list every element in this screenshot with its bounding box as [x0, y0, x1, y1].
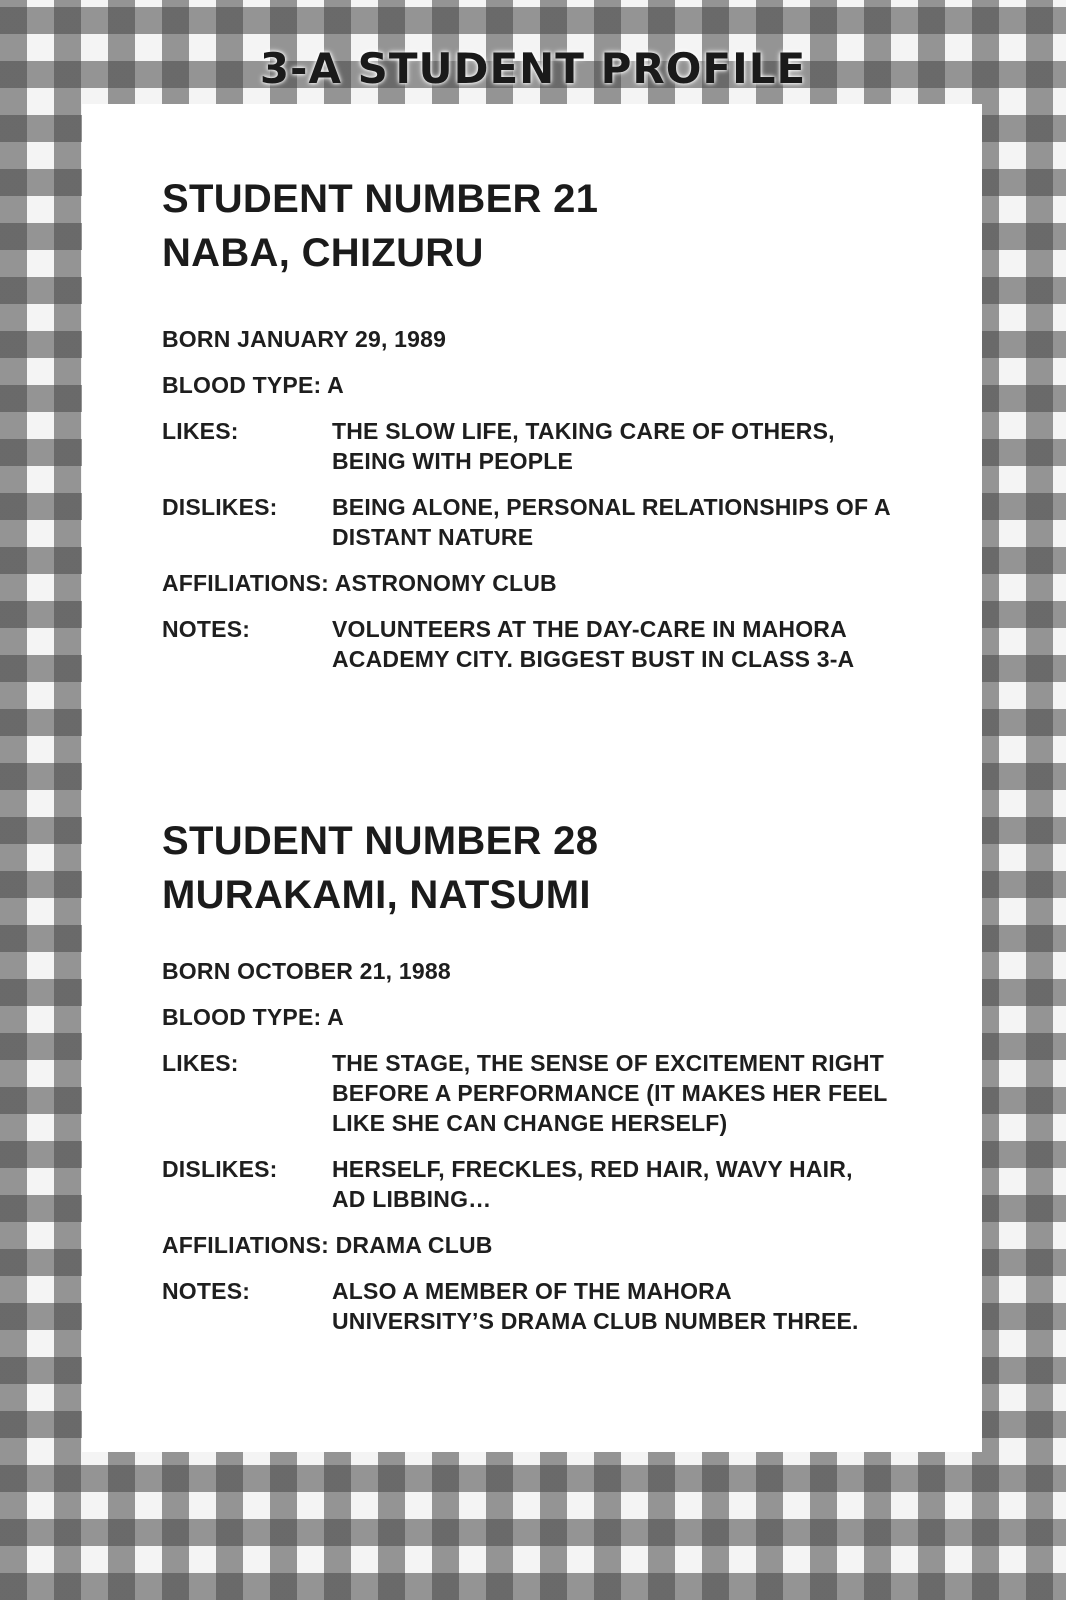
dislikes-value: HERSELF, FRECKLES, RED HAIR, WAVY HAIR, AD LIBBING… [332, 1156, 853, 1212]
profile-facts [162, 956, 892, 1336]
born-text: BORN JANUARY 29, 1989 [162, 326, 447, 352]
dislikes-row [162, 492, 892, 552]
likes-value: THE STAGE, THE SENSE OF EXCITEMENT RIGHT BEFORE A PERFORMANCE (IT MAKES HER FEEL LIKE SHE CAN CHANGE HERSELF) [332, 1050, 888, 1136]
blood-type-text: BLOOD TYPE: A [162, 372, 344, 398]
likes-label: LIKES: [162, 1050, 239, 1076]
born-row [162, 324, 892, 354]
notes-label: NOTES: [162, 616, 251, 642]
student-name: NABA, CHIZURU [162, 231, 484, 275]
affiliations-text: AFFILIATIONS: DRAMA CLUB [162, 1232, 493, 1258]
affiliations-row [162, 568, 892, 598]
notes-row [162, 614, 892, 674]
student-profile-28 [162, 814, 892, 1352]
affiliations-text: AFFILIATIONS: ASTRONOMY CLUB [162, 570, 557, 596]
page-title: 3-A STUDENT PROFILE [259, 44, 807, 93]
dislikes-label: DISLIKES: [162, 494, 278, 520]
likes-row [162, 416, 892, 476]
student-heading [162, 172, 892, 280]
likes-value: THE SLOW LIFE, TAKING CARE OF OTHERS, BEING WITH PEOPLE [332, 418, 835, 474]
student-heading [162, 814, 892, 922]
notes-value: ALSO A MEMBER OF THE MAHORA UNIVERSITY’S DRAMA CLUB NUMBER THREE. [332, 1278, 859, 1334]
notes-row [162, 1276, 892, 1336]
student-name: MURAKAMI, NATSUMI [162, 873, 591, 917]
affiliations-row [162, 1230, 892, 1260]
dislikes-label: DISLIKES: [162, 1156, 278, 1182]
blood-type-row [162, 370, 892, 400]
likes-label: LIKES: [162, 418, 239, 444]
dislikes-value: BEING ALONE, PERSONAL RELATIONSHIPS OF A DISTANT NATURE [332, 494, 890, 550]
student-number: STUDENT NUMBER 21 [162, 177, 599, 221]
notes-value: VOLUNTEERS AT THE DAY-CARE IN MAHORA ACADEMY CITY. BIGGEST BUST IN CLASS 3-A [332, 616, 855, 672]
notes-label: NOTES: [162, 1278, 251, 1304]
born-row [162, 956, 892, 986]
student-profile-21 [162, 172, 892, 690]
student-number: STUDENT NUMBER 28 [162, 819, 599, 863]
profile-panel [82, 104, 982, 1452]
blood-type-row [162, 1002, 892, 1032]
born-text: BORN OCTOBER 21, 1988 [162, 958, 451, 984]
dislikes-row [162, 1154, 892, 1214]
profile-facts [162, 324, 892, 674]
likes-row [162, 1048, 892, 1138]
blood-type-text: BLOOD TYPE: A [162, 1004, 344, 1030]
